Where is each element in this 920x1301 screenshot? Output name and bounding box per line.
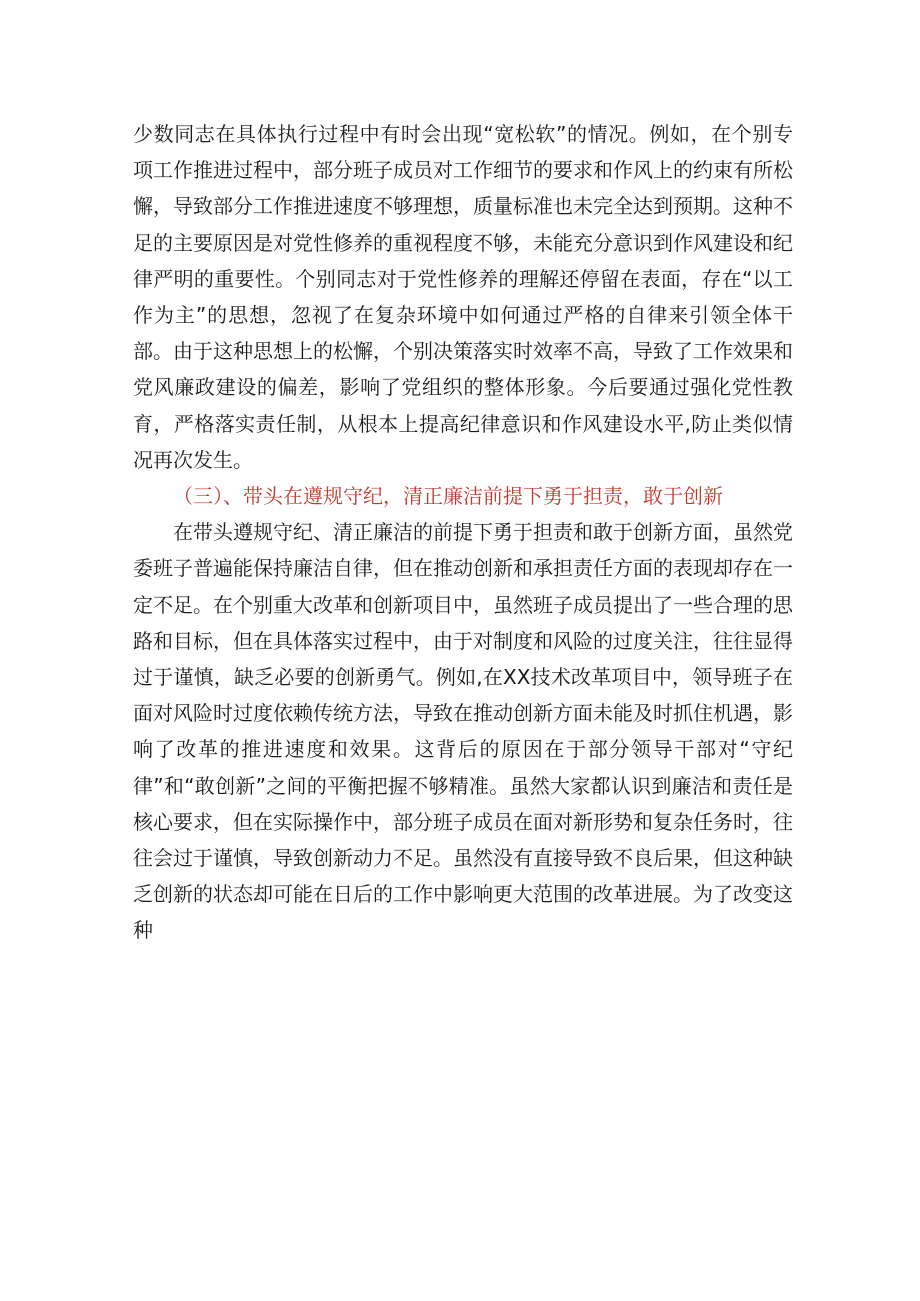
section-heading: （三）、带头在遵规守纪，清正廉洁前提下勇于担责，敢于创新 [173, 484, 723, 509]
body-paragraph-continued: 少数同志在具体执行过程中有时会出现“宽松软”的情况。例如，在个别专项工作推进过程中，部分班子成员对工作细节的要求和作风上的约束有所松懈，导致部分工作推进速度不够理想，质量标准也未完全达到预期。这种不足的主要原因是对党性修养的重视程度不够，未能充分意识到作风建设和纪律严明的重要性。个别同志对于党性修养的理解还停留在表面，存在“以工作为主”的思想，忽视了在复杂环境中如何通过严格的自律来引领全体干部。由于这种思想上的松懈，个别决策落实时效率不高，导致了工作效果和党风廉政建设的偏差，影响了党组织的整体形象。今后要通过强化党性教育，严格落实责任制，从根本上提高纪律意识和作风建设水平,防止类似情况再次发生。 [133, 122, 793, 472]
body-paragraph: 在带头遵规守纪、清正廉洁的前提下勇于担责和敢于创新方面，虽然党委班子普遍能保持廉洁自律，但在推动创新和承担责任方面的表现却存在一定不足。在个别重大改革和创新项目中，虽然班子成员提出了一些合理的思路和目标，但在具体落实过程中，由于对制度和风险的过度关注，往往显得过于谨慎，缺乏必要的创新勇气。例如,在XX技术改革项目中，领导班子在面对风险时过度依赖传统方法，导致在推动创新方面未能及时抓住机遇，影响了改革的推进速度和效果。这背后的原因在于部分领导干部对“守纪律”和“敢创新”之间的平衡把握不够精准。虽然大家都认识到廉洁和责任是核心要求，但在实际操作中，部分班子成员在面对新形势和复杂任务时，往往会过于谨慎，导致创新动力不足。虽然没有直接导致不良后果，但这种缺乏创新的状态却可能在日后的工作中影响更大范围的改革进展。为了改变这种 [133, 520, 793, 943]
document-page [133, 116, 793, 949]
